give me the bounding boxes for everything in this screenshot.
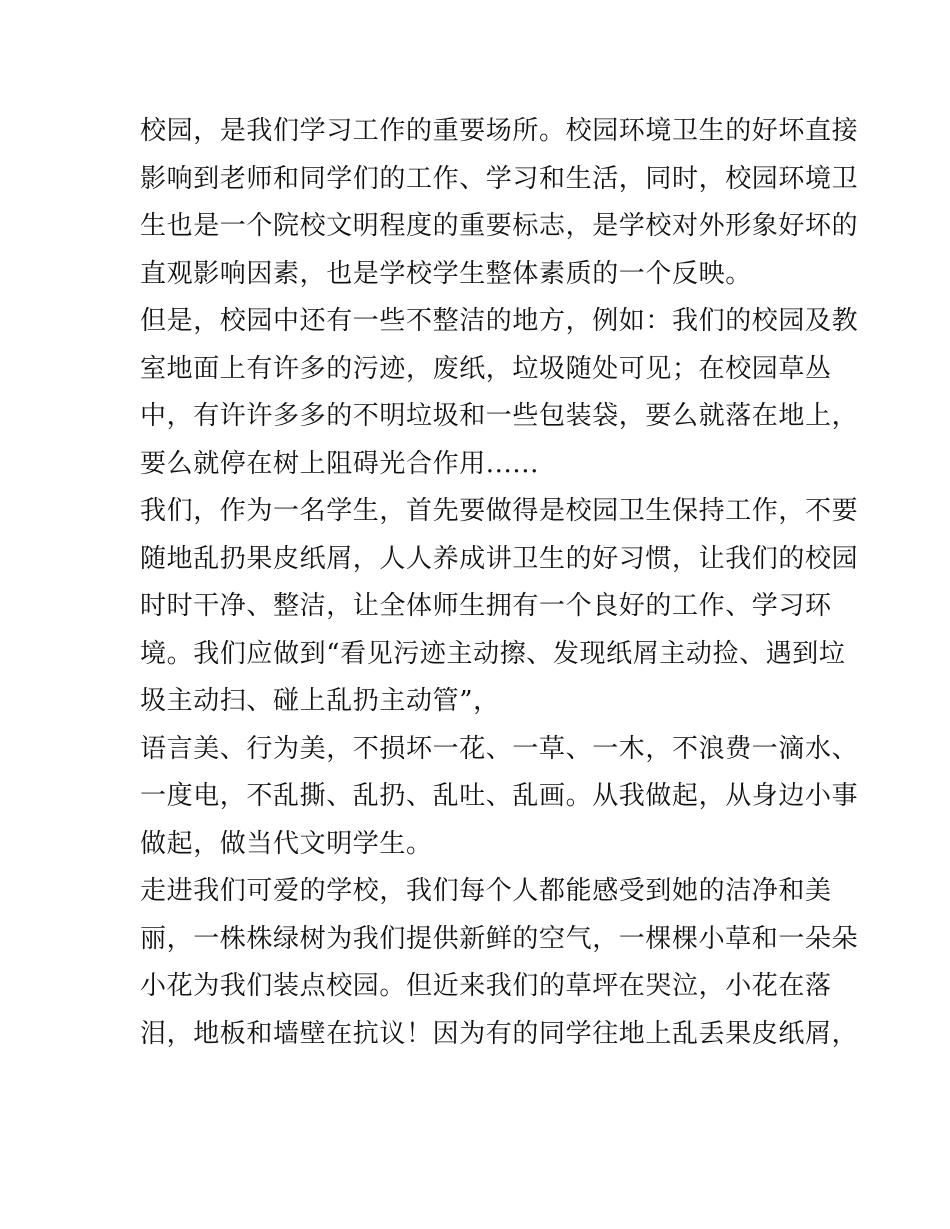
text-line: 境。我们应做到“看见污迹主动擦、发现纸屑主动捡、遇到垃	[140, 638, 846, 669]
text-line: 走进我们可爱的学校，我们每个人都能感受到她的洁净和美	[140, 876, 832, 906]
text-line: 时时干净、整洁，让全体师生拥有一个良好的工作、学习环	[140, 591, 832, 621]
text-line: 小花为我们装点校园。但近来我们的草坪在哭泣，小花在落	[140, 971, 832, 1001]
text-line: 做起，做当代文明学生。	[140, 828, 433, 859]
text-line: 泪，地板和墙壁在抗议！因为有的同学往地上乱丢果皮纸屑，	[140, 1018, 859, 1049]
text-line: 要么就停在树上阻碍光合作用......	[140, 448, 539, 479]
text-line: 一度电，不乱撕、乱扔、乱吐、乱画。从我做起，从身边小事	[140, 781, 859, 811]
text-line: 随地乱扔果皮纸屑，人人养成讲卫生的好习惯，让我们的校园	[140, 543, 859, 574]
text-line: 室地面上有许多的污迹，废纸，垃圾随处可见；在校园草丛	[140, 353, 832, 384]
text-line: 直观影响因素，也是学校学生整体素质的一个反映。	[140, 258, 752, 289]
text-line: 丽，一株株绿树为我们提供新鲜的空气，一棵棵小草和一朵朵	[140, 923, 859, 954]
text-line: 校园，是我们学习工作的重要场所。校园环境卫生的好坏直接	[140, 116, 859, 146]
body-text	[140, 108, 859, 1058]
text-line: 影响到老师和同学们的工作、学习和生活，同时，校园环境卫	[140, 163, 859, 194]
text-line: 圾主动扫、碰上乱扔主动管”，	[140, 686, 500, 716]
text-line: 语言美、行为美，不损坏一花、一草、一木，不浪费一滴水、	[140, 733, 859, 764]
text-line: 生也是一个院校文明程度的重要标志，是学校对外形象好坏的	[140, 211, 859, 241]
text-line: 中，有许许多多的不明垃圾和一些包装袋，要么就落在地上，	[140, 401, 859, 431]
text-line: 我们，作为一名学生，首先要做得是校园卫生保持工作，不要	[140, 496, 859, 526]
text-line: 但是，校园中还有一些不整洁的地方，例如：我们的校园及教	[140, 306, 859, 336]
